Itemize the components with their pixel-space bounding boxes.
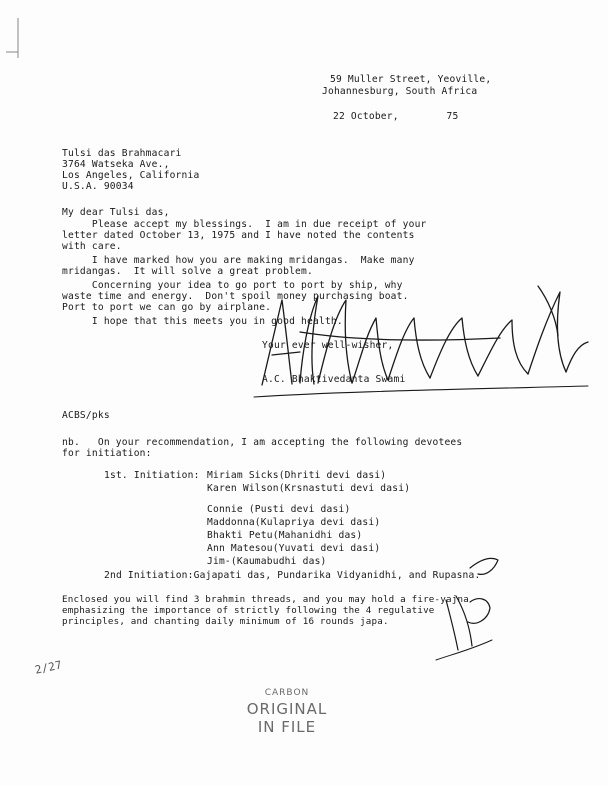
devotee-entry: Miriam Sicks(Dhriti devi dasi) [207, 470, 387, 481]
margin-mark: 2/27 [33, 658, 64, 677]
closing: Your ever well-wisher, [262, 340, 394, 351]
devotee-entry: Jim-(Kaumabudhi das) [207, 556, 327, 567]
body-line: Port to port we can go by airplane. [62, 302, 272, 313]
devotee-entry: Maddonna(Kulapriya devi dasi) [207, 517, 381, 528]
stamp-carbon: CARBON [264, 688, 310, 698]
postscript-intro-2: for initiation: [62, 448, 152, 459]
letter-date: 22 October, 75 [333, 111, 459, 122]
signer-name: A.C. Bhaktivedanta Swami [262, 374, 406, 385]
address-line-2: Johannesburg, South Africa [322, 86, 478, 97]
first-initiation-label: 1st. Initiation: [104, 470, 200, 481]
recipient-street: 3764 Watseka Ave., [62, 159, 170, 170]
stamp-original: ORIGINAL [246, 700, 328, 718]
recipient-name: Tulsi das Brahmacari [62, 148, 182, 159]
reference-initials: ACBS/pks [62, 410, 110, 421]
devotee-entry: Bhakti Petu(Mahanidhi das) [207, 530, 363, 541]
body-line: letter dated October 13, 1975 and I have noted the contents [62, 230, 415, 241]
postscript-intro: nb. On your recommendation, I am accepting the following devotees [62, 437, 463, 448]
body-line: I have marked how you are making mridangas. Make many [62, 255, 415, 266]
stamp-in-file: IN FILE [257, 718, 317, 736]
recipient-zip: U.S.A. 90034 [62, 181, 134, 192]
devotee-entry: Karen Wilson(Krsnastuti devi dasi) [207, 483, 411, 494]
address-line-1: 59 Muller Street, Yeoville, [330, 74, 492, 85]
body-line: waste time and energy. Don't spoil money purchasing boat. [62, 291, 409, 302]
body-line: with care. [62, 241, 122, 252]
body-line: mridangas. It will solve a great problem. [62, 266, 313, 277]
devotee-entry: Connie (Pusti devi dasi) [207, 504, 351, 515]
postscript-end-line: principles, and chanting daily minimum of 16 rounds japa. [62, 616, 389, 627]
body-line: Concerning your idea to go port to port by ship, why [62, 280, 403, 291]
recipient-city: Los Angeles, California [62, 170, 200, 181]
second-initiation: 2nd Initiation:Gajapati das, Pundarika Vidyanidhi, and Rupasna. [104, 570, 481, 581]
postscript-end-line: Enclosed you will find 3 brahmin threads, and you may hold a fire-yajna [62, 594, 469, 605]
body-line: I hope that this meets you in good health. [62, 316, 343, 327]
postscript-end-line: emphasizing the importance of strictly following the 4 regulative [62, 605, 435, 616]
salutation: My dear Tulsi das, [62, 207, 170, 218]
body-line: Please accept my blessings. I am in due receipt of your [62, 219, 427, 230]
devotee-entry: Ann Matesou(Yuvati devi dasi) [207, 543, 381, 554]
